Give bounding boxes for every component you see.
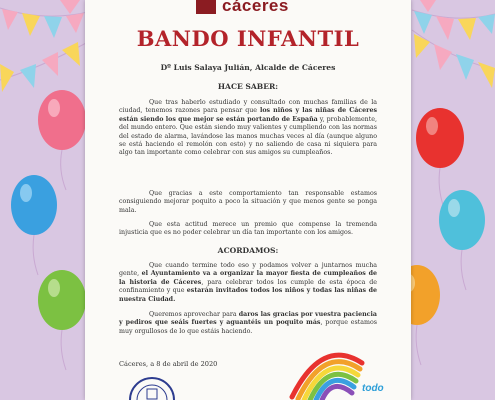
- bunting-corner-left: [60, 0, 80, 14]
- author-line: Dº Luis Salaya Julián, Alcalde de Cáceres: [160, 63, 336, 72]
- place-date: Cáceres, a 8 de abril de 2020: [119, 360, 218, 368]
- page-title: BANDO INFANTIL: [136, 26, 360, 51]
- hace-saber-paragraph-2: Que gracias a este comportamiento tan responsable estamos consiguiendo mejorar poquito a poco la situación y que menos gente se ponga mala.: [119, 190, 377, 214]
- hace-saber-paragraph-1: Que tras haberlo estudiado y consultado con muchas familias de la ciudad, tenemos razones para pensar que los niños y las niñas de Cáceres están siendo los que mejor se están portando de España y, probablemente, del mundo entero. Que están siendo muy valientes y cumpliendo con las normas del estado de alarma, lavándose las manos muchas veces al día (aunque alguno se está haciendo el remolón con esto) y no saliendo de casa ni siquiera para algo tan importante como celebrar con sus amigos su cumpleaños.: [119, 99, 377, 157]
- hace-saber-heading: HACE SABER:: [217, 82, 279, 91]
- hace-saber-paragraph-3: Que esta actitud merece un premio que compense la tremenda injusticia que es no poder celebrar un día tan importante con los amigos.: [119, 221, 377, 237]
- city-seal-icon: [127, 375, 177, 400]
- acordamos-heading: ACORDAMOS:: [217, 246, 279, 255]
- caceres-logo-mark-icon: [196, 0, 216, 14]
- slogan-text: todo: [362, 383, 384, 394]
- acordamos-paragraph-1: Que cuando termine todo eso y podamos volver a juntarnos mucha gente, el Ayuntamiento va a organizar la mayor fiesta de cumpleaños de la historia de Cáceres, para celebrar todos los cumple de esta época de confinamiento y que estarán invitados todos los niños y todas las niñas de nuestra Ciudad.: [119, 262, 377, 303]
- balloon-blue-left: [11, 175, 57, 275]
- balloon-cyan-right: [439, 190, 485, 290]
- balloon-green-left: [38, 270, 86, 370]
- bunting-flags-right: [414, 11, 495, 88]
- balloon-pink-left: [38, 90, 86, 190]
- bunting-flags-left: [0, 9, 84, 92]
- bunting-corner-right: [420, 0, 436, 12]
- acordamos-paragraph-2: Queremos aprovechar para daros las gracias por vuestra paciencia y pediros que seáis fuertes y aguantéis un poquito más, porque estamos muy orgullosos de lo que estáis haciendo.: [119, 311, 378, 335]
- caceres-logo-text: cáceres: [222, 0, 289, 15]
- caceres-logo: [196, 0, 300, 16]
- rainbow-icon: [286, 337, 366, 400]
